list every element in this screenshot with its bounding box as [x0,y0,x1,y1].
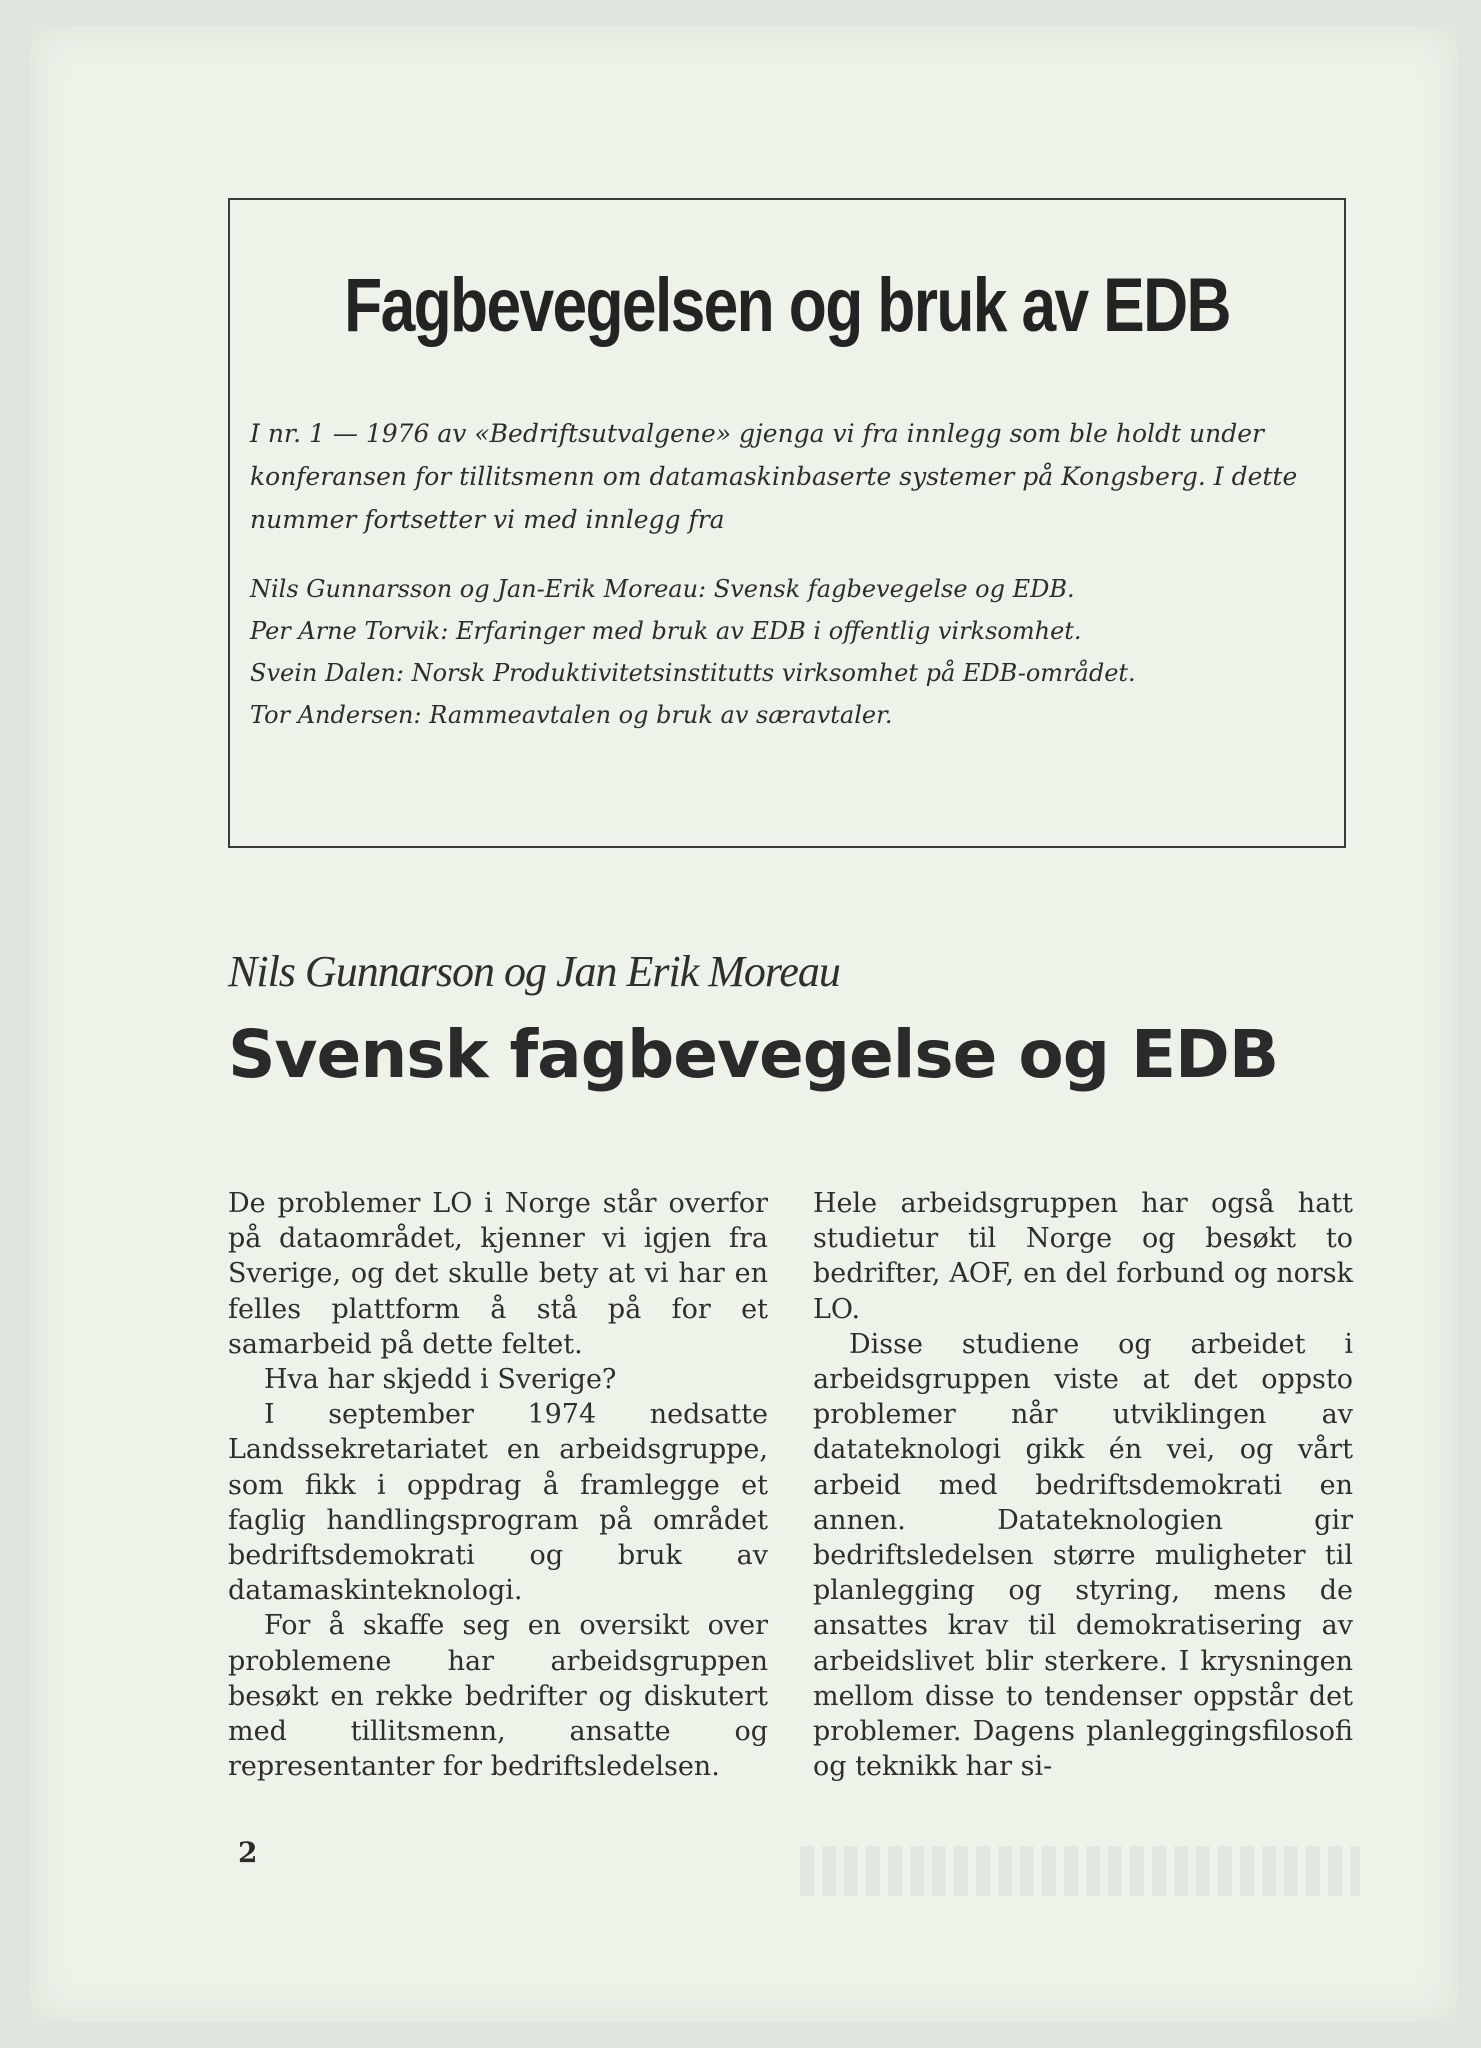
left-column [228,1186,768,1784]
document-page [30,26,1458,2022]
intro-text: I nr. 1 — 1976 av «Bedriftsutvalgene» gjenga vi fra innlegg som ble holdt under konferansen for tillitsmenn om datamaskinbaserte systemer på Kongsberg. I dette nummer fortsetter vi med innlegg fra [250,419,1298,534]
intro-box [228,198,1346,848]
entry-item: Per Arne Torvik: Erfaringer med bruk av EDB i offentlig virksomhet. [250,617,1082,645]
entry-list [250,568,1322,736]
show-through-text [800,1846,1360,1896]
article-title: Svensk fagbevegelse og EDB [228,1016,1279,1093]
article-author: Nils Gunnarson og Jan Erik Moreau [228,947,840,996]
entry-item: Nils Gunnarsson og Jan-Erik Moreau: Svensk fagbevegelse og EDB. [250,575,1075,603]
right-column [813,1186,1353,1784]
paragraph: Hele arbeidsgruppen har også hatt studietur til Norge og besøkt to bedrifter, AOF, en del forbund og norsk LO. [813,1188,1353,1325]
paragraph: I september 1974 nedsatte Landssekretariatet en arbeidsgruppe, som fikk i oppdrag å framlegge et faglig handlingsprogram på området bedriftsdemokrati og bruk av datamaskinteknologi. [228,1399,768,1607]
paragraph: Hva har skjedd i Sverige? [264,1364,617,1396]
box-title: Fagbevegelsen og bruk av EDB [344,263,1230,348]
entry-item: Tor Andersen: Rammeavtalen og bruk av særavtaler. [250,701,893,729]
paragraph: Disse studiene og arbeidet i arbeidsgruppen viste at det oppsto problemer når utviklingen av datateknologi gikk én vei, og vårt arbeid med bedriftsdemokrati en annen. Datateknologien gir bedriftsledelsen større muligheter til planlegging og styring, mens de ansattes krav til demokratisering av arbeidslivet blir sterkere. I krysningen mellom disse to tendenser oppstår det problemer. Dagens planleggingsfilosofi og teknikk har si- [813,1328,1353,1783]
page-number: 2 [238,1836,258,1869]
entry-item: Svein Dalen: Norsk Produktivitetsinstitutts virksomhet på EDB-området. [250,659,1136,687]
paragraph: For å skaffe seg en oversikt over problemene har arbeidsgruppen besøkt en rekke bedrifter og diskutert med tillitsmenn, ansatte og representanter for bedriftsledelsen. [228,1610,768,1783]
paragraph: De problemer LO i Norge står overfor på dataområdet, kjenner vi igjen fra Sverige, og det skulle bety at vi har en felles plattform å stå på for et samarbeid på dette feltet. [228,1188,768,1360]
